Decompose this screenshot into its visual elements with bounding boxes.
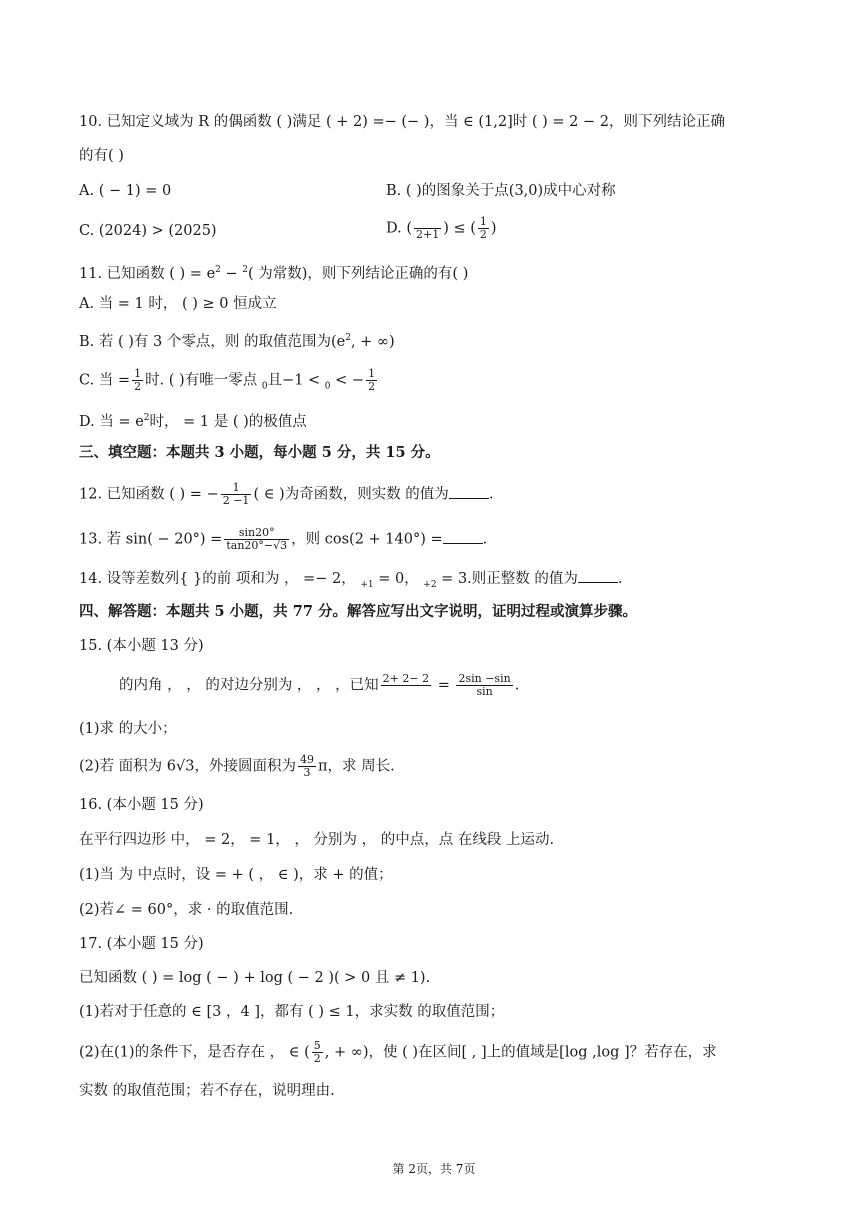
q17-stem: 已知函数 ( ) = log ( − ) + log ( − 2 )( > 0 且 ≠ 1). [79, 970, 431, 986]
q10-d-frac1: 2+1 [414, 216, 441, 241]
q17-heading: 17. (本小题 15 分) [79, 936, 204, 952]
section-4-heading: 四、解答题：本题共 5 小题，共 77 分。解答应写出文字说明，证明过程或演算步骤。 [79, 603, 637, 620]
q11-c-frac1: $\frac{1}{2}$ [134, 367, 142, 393]
q15-part2: (2)若 面积为 6√3，外接圆面积为 $\frac{49}{3}$ π，求 周长. [79, 753, 395, 779]
q17-part2: (2)在(1)的条件下，是否存在 ， ∈ ( $\frac{5}{2}$ , + ∞)，使 ( )在区间[ , ]上的值域是[log ,log ]？若存在，求 [79, 1039, 717, 1065]
q16-part2: (2)若∠ = 60°，求 · 的取值范围. [79, 902, 294, 918]
q10-stem-line1: 10. 已知定义域为 R 的偶函数 ( )满足 ( + 2) =− (− )，当 ∈ (1,2]时 ( ) = 2 − 2，则下列结论正确 [79, 114, 725, 130]
q15-heading: 15. (本小题 13 分) [79, 638, 204, 654]
q10-option-a: A. ( − 1) = 0 [79, 183, 172, 199]
q13-frac: $\frac{\sin 20^\circ}{\tan 20^\circ-√3}$ [226, 526, 288, 552]
q10-d-frac2: $\frac{1}{2}$ [479, 215, 487, 241]
q12-text: 12. 已知函数 ( ) = − $\frac{1}{2 -1}$ ( ∈ )为奇函数，则实数 的值为 . [79, 481, 494, 507]
q10-stem-line2: 的有( ) [79, 148, 124, 164]
q10-option-d: D. ( 2+1 ) ≤ ( $\frac{1}{2}$ ) [386, 215, 497, 241]
page-footer: 第 2页，共 7页 [392, 1162, 476, 1176]
q11-stem: 11. 已知函数 ( ) = $e^2 - ^2$( 为常数)，则下列结论正确的有( ) [79, 265, 469, 282]
q14-answer-blank [578, 568, 618, 583]
q11-option-a: A. 当 = 1 时， ( ) ≥ 0 恒成立 [79, 296, 277, 312]
q11-c-frac2: $\frac{1}{2}$ [368, 367, 376, 393]
q15-part1: (1)求 的大小； [79, 721, 177, 737]
q10-option-c: C. (2024) > (2025) [79, 223, 217, 239]
q12-answer-blank [449, 484, 489, 499]
q11-option-b: B. 若 ( )有 3 个零点，则 的取值范围为($e^2$, + ∞) [79, 333, 395, 350]
q11-option-d: D. 当 = $e^2$时， = 1 是 ( )的极值点 [79, 413, 307, 430]
q15-frac2: $\frac{2\sin -\sin}{\sin}$ [458, 672, 511, 698]
q16-stem: 在平行四边形 中， = 2， = 1， ， 分别为 ， 的中点，点 在线段 上运动. [79, 832, 555, 848]
q12-frac: $\frac{1}{2 -1}$ [222, 481, 250, 507]
q15-p2-frac: $\frac{49}{3}$ [299, 753, 314, 779]
q16-heading: 16. (本小题 15 分) [79, 797, 204, 813]
section-3-heading: 三、填空题：本题共 3 小题，每小题 5 分，共 15 分。 [79, 444, 440, 461]
q11-option-c: C. 当 = $\frac{1}{2}$ 时. ( )有唯一零点 $_0$且−1 < $_0$ < − $\frac{1}{2}$ [79, 367, 376, 393]
q17-part3: 实数 的取值范围；若不存在，说明理由. [79, 1083, 335, 1099]
q14-text: 14. 设等差数列{ }的前 项和为 ， =− 2， $_{+1}$ = 0， $_{+2}$ = 3.则正整数 的值为 . [79, 568, 623, 595]
q15-stem: 的内角 ， ， 的对边分别为 ， ， ，已知 2+ 2− 2 = $\frac{2\sin -\sin}{\sin}$ . [119, 672, 520, 698]
q17-frac: $\frac{5}{2}$ [313, 1039, 321, 1065]
q15-frac1: 2+ 2− 2 [382, 672, 430, 685]
q13-answer-blank [443, 529, 483, 544]
q13-text: 13. 若 sin( − 20°) = $\frac{\sin 20^\circ}{\tan 20^\circ-√3}$ ，则 cos(2 + 140°) = . [79, 526, 488, 552]
q10-option-b: B. ( )的图象关于点(3,0)成中心对称 [386, 183, 616, 199]
q17-part1: (1)若对于任意的 ∈ [3 ，4 ]，都有 ( ) ≤ 1，求实数 的取值范围； [79, 1004, 505, 1020]
q16-part1: (1)当 为 中点时，设 = + ( ， ∈ )，求 + 的值； [79, 867, 393, 883]
